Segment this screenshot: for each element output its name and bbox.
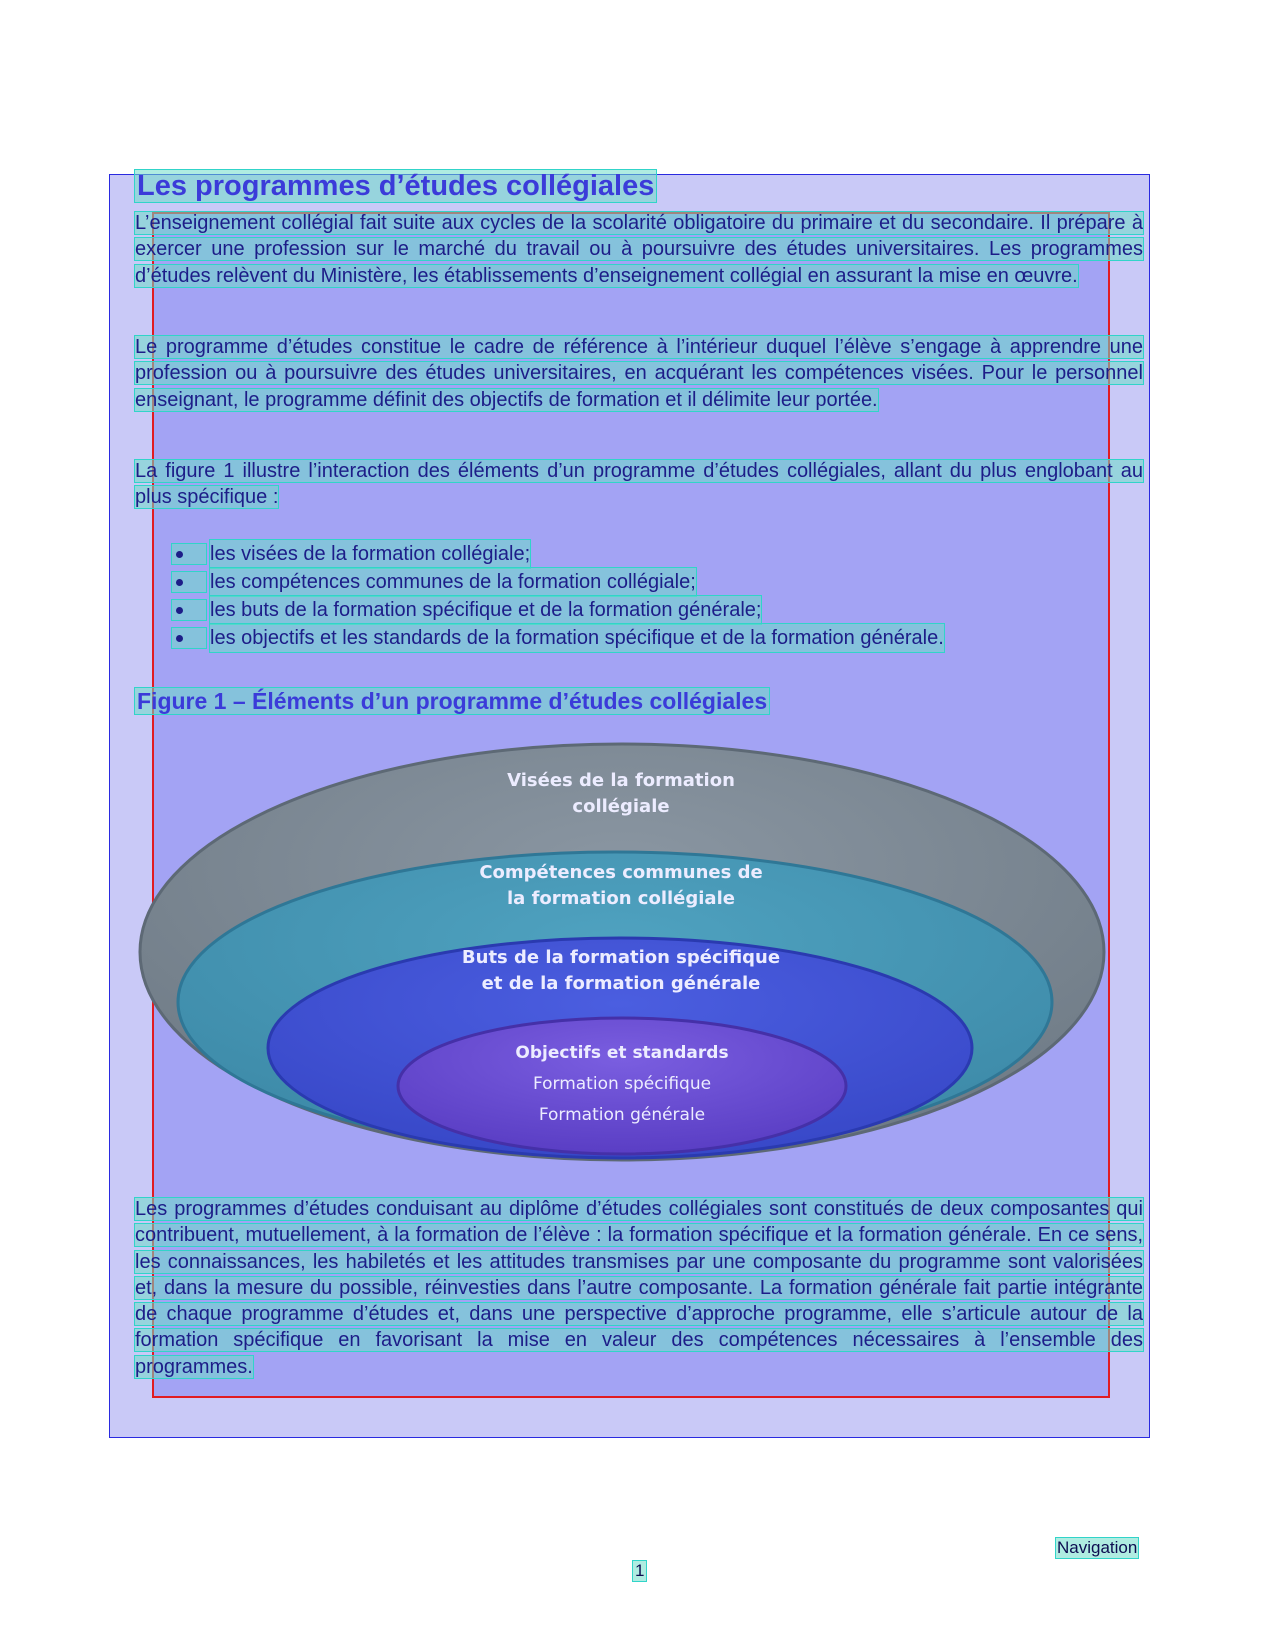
layer-3-line-2: et de la formation générale — [481, 973, 761, 994]
paragraph-2 — [135, 334, 1143, 413]
list-item-text: les objectifs et les standards de la formation spécifique et de la formation générale. — [210, 624, 944, 652]
bullet-icon — [172, 544, 206, 564]
list-item-text: les compétences communes de la formation collégiale; — [210, 568, 696, 596]
bullet-icon — [172, 600, 206, 620]
page-title: Les programmes d’études collégiales — [137, 170, 655, 202]
paragraph-1-text: L’enseignement collégial fait suite aux cycles de la scolarité obligatoire du primaire et du secondaire. Il prépare à exercer une profession sur le marché du travail ou à poursuivre des études universitaires. Les programmes d’études relèvent du Ministère, les établissements d’enseignement collégial en assurant la mise en œuvre. — [135, 212, 1143, 287]
list-item-text: les visées de la formation collégiale; — [210, 540, 530, 568]
paragraph-3-text: La figure 1 illustre l’interaction des éléments d’un programme d’études collégiales, allant du plus englobant au plus spécifique : — [135, 460, 1143, 509]
list-item — [172, 624, 944, 652]
layer-4-line-2: Formation spécifique — [532, 1074, 712, 1094]
list-item — [172, 596, 944, 624]
layer-4-label — [422, 1038, 822, 1131]
page-number: 1 — [635, 1561, 645, 1580]
layer-1-line-1: Visées de la formation — [507, 770, 735, 791]
paragraph-2-text: Le programme d’études constitue le cadre de référence à l’intérieur duquel l’élève s’engage à apprendre une profession ou à poursuivre des études universitaires, en acquérant les compétences visées. Pour le personnel enseignant, le programme définit des objectifs de formation et il délimite leur portée. — [135, 336, 1143, 411]
layer-2-line-2: la formation collégiale — [507, 888, 735, 909]
layer-3-line-1: Buts de la formation spécifique — [461, 947, 781, 968]
layer-1-label — [421, 768, 821, 820]
bullet-list — [172, 540, 944, 652]
bullet-icon — [172, 628, 206, 648]
closing-paragraph-text: Les programmes d’études conduisant au diplôme d’études collégiales sont constitués de deux composantes qui contribuent, mutuellement, à la formation de l’élève : la formation spécifique et la formation générale. En ce sens, les connaissances, les habiletés et les attitudes transmises par une composante du programme sont valorisées et, dans la mesure du possible, réinvesties dans l’autre composante. La formation générale fait partie intégrante de chaque programme d’études et, dans une perspective d’approche programme, elle s’articule autour de la formation spécifique en favorisant la mise en valeur des compétences nécessaires à l’ensemble des programmes. — [135, 1198, 1143, 1378]
paragraph-1 — [135, 210, 1143, 289]
list-item — [172, 540, 944, 568]
bullet-icon — [172, 572, 206, 592]
layer-4-line-3: Formation générale — [538, 1105, 706, 1125]
layer-4-line-1: Objectifs et standards — [515, 1043, 729, 1063]
list-item — [172, 568, 944, 596]
layer-3-label — [421, 945, 821, 997]
layer-1-line-2: collégiale — [572, 796, 670, 817]
list-item-text: les buts de la formation spécifique et de la formation générale; — [210, 596, 761, 624]
closing-paragraph — [135, 1196, 1143, 1380]
nested-ellipse-diagram — [135, 740, 1110, 1170]
navigation-link[interactable]: Navigation — [1057, 1538, 1138, 1557]
paragraph-3 — [135, 458, 1143, 511]
layer-2-label — [421, 860, 821, 912]
layer-2-line-1: Compétences communes de — [479, 862, 763, 883]
figure-caption: Figure 1 – Éléments d’un programme d’études collégiales — [137, 688, 768, 714]
